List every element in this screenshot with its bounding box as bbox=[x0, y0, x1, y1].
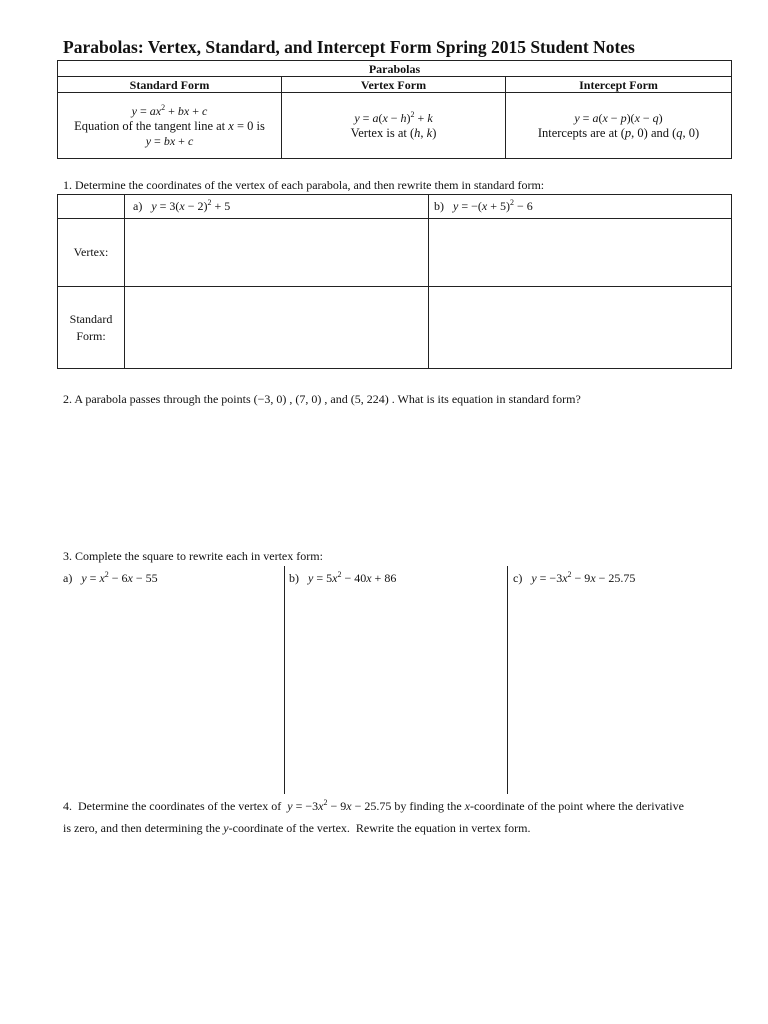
standard-form-equation: $y = ax^2$ + bx + c bbox=[131, 102, 208, 118]
vertex-answer-b[interactable] bbox=[429, 219, 732, 287]
standard-form-label-line2: Form: bbox=[76, 328, 106, 343]
problem3-part-a: a) $y = x^2 - 6x - 55$ bbox=[63, 570, 158, 585]
vertex-row-label: Vertex: bbox=[58, 219, 125, 287]
standard-form-cell bbox=[58, 93, 282, 159]
problem3-divider-2 bbox=[507, 566, 508, 794]
header-standard-form: Standard Form bbox=[58, 77, 282, 93]
vertex-form-equation: $y = a(x - h)^2 + k$ bbox=[354, 109, 433, 125]
vertex-note: Vertex is at (h, k) bbox=[350, 125, 437, 140]
standard-form-label-line1: Standard bbox=[69, 311, 113, 326]
problem3-prompt: 3. Complete the square to rewrite each in vertex form: bbox=[63, 549, 323, 563]
tangent-line-note: Equation of the tangent line at x = 0 is bbox=[74, 118, 265, 133]
forms-table-caption: Parabolas bbox=[58, 61, 732, 77]
problem1-table bbox=[57, 194, 732, 369]
problem1-corner-cell bbox=[58, 195, 125, 219]
problem1-prompt: 1. Determine the coordinates of the vertex of each parabola, and then rewrite them in standard form: bbox=[63, 178, 545, 192]
problem4-line2: is zero, and then determining the y-coordinate of the vertex. Rewrite the equation in vertex form. bbox=[63, 821, 531, 835]
problem3-divider-1 bbox=[284, 566, 285, 794]
intercept-form-equation: y = a(x − p)(x − q) bbox=[574, 110, 663, 125]
header-intercept-form: Intercept Form bbox=[506, 77, 732, 93]
problem3-part-b: b) $y = 5x^2 - 40x + 86$ bbox=[289, 570, 397, 585]
vertex-answer-a[interactable] bbox=[125, 219, 429, 287]
problem4-line1: 4. Determine the coordinates of the vertex of $y = -3x^2 - 9x - 25.75$ by finding the x-coordinate of the point where the derivative bbox=[63, 798, 684, 813]
header-vertex-form: Vertex Form bbox=[282, 77, 506, 93]
vertex-form-cell bbox=[282, 93, 506, 159]
problem3-part-c: c) $y = -3x^2 - 9x - 25.75$ bbox=[513, 570, 636, 585]
intercepts-note: Intercepts are at (p, 0) and (q, 0) bbox=[537, 125, 700, 140]
problem1-part-b: b) $y = -(x + 5)^2 - 6$ bbox=[429, 195, 732, 219]
forms-table bbox=[57, 60, 732, 159]
standard-form-answer-b[interactable] bbox=[429, 287, 732, 369]
page-title: Parabolas: Vertex, Standard, and Intercept Form Spring 2015 Student Notes bbox=[63, 37, 635, 57]
tangent-line-equation: y = bx + c bbox=[145, 133, 194, 148]
problem1-part-a: a) $y = 3(x - 2)^2 + 5$ bbox=[125, 195, 429, 219]
problem2-prompt: 2. A parabola passes through the points (−3, 0) , (7, 0) , and (5, 224) . What is its equation in standard form? bbox=[63, 392, 581, 406]
intercept-form-cell bbox=[506, 93, 732, 159]
standard-form-row-label bbox=[58, 287, 125, 369]
standard-form-answer-a[interactable] bbox=[125, 287, 429, 369]
